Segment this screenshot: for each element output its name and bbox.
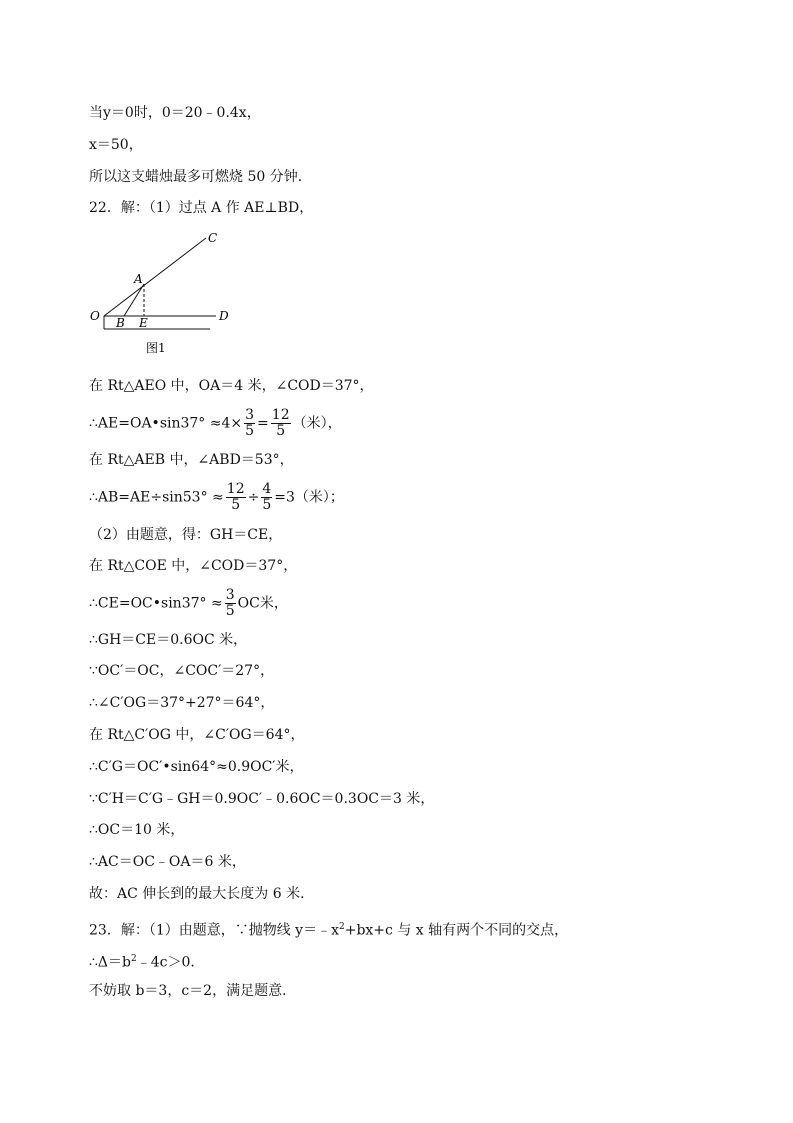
geometry-diagram: [80, 228, 250, 368]
text-segment: +bx+c 与 x 轴有两个不同的交点，: [344, 922, 569, 939]
label-d: D: [219, 309, 229, 323]
fraction-numerator: 12: [226, 481, 245, 497]
text-line-21: [89, 918, 568, 940]
text-line-23: 不妨取 b＝3，c＝2，满足题意．: [89, 983, 297, 999]
fraction-denominator: 5: [276, 423, 286, 439]
text-segment: ∴AE=OA•sin37° ≈4×: [89, 415, 243, 432]
text-segment: 23．解：（1）由题意，∵抛物线 y＝﹣x: [89, 922, 339, 939]
text-line-2: x＝50，: [89, 137, 143, 153]
fraction-denominator: 5: [225, 603, 235, 619]
text-line-3: 所以这支蜡烛最多可燃烧 50 分钟．: [89, 169, 312, 185]
text-segment: =3（米）；: [274, 489, 344, 506]
fraction-4-5: [261, 482, 272, 513]
text-line-14: ∴∠C′OG＝37°+27°＝64°，: [89, 695, 275, 711]
text-line-1: 当y＝0时，0＝20﹣0.4x，: [89, 105, 261, 121]
text-line-15: 在 Rt△C′OG 中，∠C′OG＝64°，: [89, 727, 305, 743]
text-line-5: 在 Rt△AEO 中，OA＝4 米，∠COD＝37°，: [89, 378, 374, 394]
text-line-17: ∵C′H＝C′G﹣GH＝0.9OC′﹣0.6OC＝0.3OC＝3 米，: [89, 791, 435, 807]
text-line-16: ∴C′G＝OC′•sin64°≈0.9OC′米，: [89, 759, 304, 775]
line-ab: [124, 284, 144, 316]
text-segment: ÷: [247, 489, 260, 506]
text-segment: ∴AB=AE÷sin53° ≈: [89, 489, 224, 506]
fraction-numerator: 3: [225, 587, 235, 603]
label-o: O: [90, 309, 100, 323]
text-line-12: ∴GH＝CE＝0.6OC 米，: [89, 632, 248, 648]
superscript: 2: [130, 954, 137, 964]
fraction-12-5: [271, 408, 291, 439]
text-line-22: [89, 950, 204, 972]
text-line-8: [89, 482, 344, 513]
fraction-12-5: [226, 482, 246, 513]
fraction-denominator: 5: [245, 423, 255, 439]
text-line-10: 在 Rt△COE 中，∠COD＝37°，: [89, 558, 298, 574]
text-line-13: ∵OC′＝OC，∠COC′＝27°，: [89, 663, 275, 679]
fraction-3-5: [225, 588, 236, 619]
text-line-18: ∴OC＝10 米，: [89, 822, 185, 838]
line-oc: [104, 238, 206, 316]
label-c: C: [208, 231, 218, 245]
text-line-9: （2）由题意，得：GH＝CE，: [89, 527, 283, 543]
text-segment: ∴CE=OC•sin37° ≈: [89, 595, 223, 612]
text-line-6: [89, 408, 342, 439]
fraction-numerator: 3: [245, 407, 255, 423]
fraction-denominator: 5: [231, 497, 241, 513]
text-segment: =: [257, 415, 269, 432]
text-segment: OC米，: [237, 595, 288, 612]
text-segment: ﹣4c＞0．: [136, 954, 205, 971]
fraction-numerator: 12: [271, 407, 290, 423]
label-b: B: [116, 316, 125, 330]
fraction-denominator: 5: [262, 497, 272, 513]
text-line-20: 故：AC 伸长到的最大长度为 6 米．: [89, 886, 315, 902]
text-line-11: [89, 588, 288, 619]
label-e: E: [139, 316, 148, 330]
text-line-4: 22．解：（1）过点 A 作 AE⊥BD，: [89, 200, 314, 216]
figure-caption: 图1: [146, 341, 166, 355]
text-segment: （米），: [292, 415, 342, 432]
label-a: A: [134, 272, 143, 286]
text-line-19: ∴AC＝OC﹣OA＝6 米，: [89, 854, 246, 870]
fraction-numerator: 4: [262, 481, 272, 497]
superscript: 2: [338, 922, 345, 932]
text-line-7: 在 Rt△AEB 中，∠ABD＝53°，: [89, 452, 294, 468]
geometry-figure: [80, 228, 250, 368]
fraction-3-5: [244, 408, 255, 439]
text-segment: ∴Δ＝b: [89, 954, 131, 971]
